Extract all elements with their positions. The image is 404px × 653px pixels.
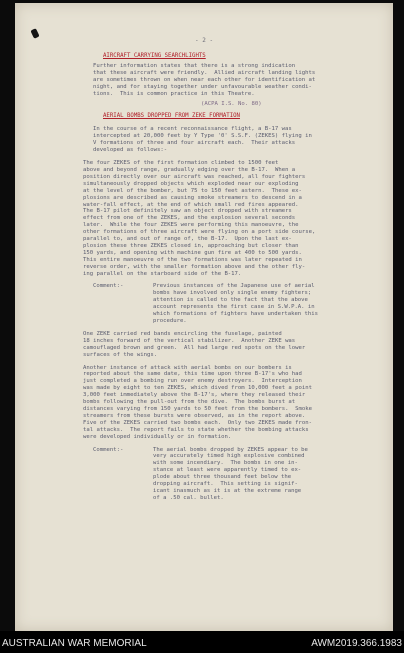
- text-line: 18 inches forward of the vertical stabilizer. Another ZEKE was: [83, 337, 296, 344]
- text-line: developed as follows:-: [93, 147, 168, 154]
- text-line: streamers from these bursts were observed, as in the report above.: [83, 412, 306, 419]
- text-line: ing parallel on the starboard side of the B-17.: [83, 270, 242, 277]
- comment-label: Comment:-: [93, 283, 124, 290]
- text-line: V formations of three and four aircraft each. Their attacks: [93, 140, 296, 147]
- text-line: above and beyond range, gradually edging over the B-17. When a: [83, 166, 296, 173]
- text-line: icant inasmuch as it is at the extreme range: [153, 487, 302, 494]
- text-line: dropping aircraft. This setting is signif-: [153, 481, 298, 488]
- text-line: 150 yards, and opening with machine gun fire at 400 to 500 yards.: [83, 249, 302, 256]
- para-aircraft: [83, 63, 363, 98]
- text-line: with some incendiary. The bombs in one in-: [153, 460, 298, 467]
- text-line: bombs have involved only single enemy fighters;: [153, 290, 312, 297]
- para-second-attack: [83, 365, 363, 441]
- document-page: [15, 3, 393, 631]
- comment-block-1: [83, 283, 363, 324]
- text-line: Another instance of attack with aerial bombs on our bombers is: [83, 364, 292, 371]
- text-line: very accurately timed high explosive combined: [153, 453, 305, 460]
- footer-record-id: AWM2019.366.1983: [311, 638, 402, 649]
- text-line: water-fall effect, at the end of which small red fires appeared.: [83, 201, 299, 208]
- footer-bar: [0, 631, 404, 653]
- text-line: at the level of the bomber, but 75 to 150 feet astern. These ex-: [83, 187, 302, 194]
- text-line: of a .50 cal. bullet.: [153, 494, 224, 501]
- text-line: parallel to, and out of range of, the B-17. Upon the last ex-: [83, 236, 292, 243]
- text-line: intercepted at 20,000 feet by Y Type '0' S.S.F. (ZEKES) flying in: [93, 133, 312, 140]
- comment-text: [153, 447, 363, 502]
- text-line: Further information states that there is a strong indication: [93, 63, 296, 69]
- comment-label: Comment:-: [93, 446, 124, 453]
- text-line: reported about the same date, this time upon three B-17's who had: [83, 371, 302, 378]
- heading-aerial-bombs: AERIAL BOMBS DROPPED FROM ZEKE FORMATION: [103, 113, 240, 120]
- text-line: Five of the ZEKES carried two bombs each. Only two ZEKES made fron-: [83, 419, 313, 426]
- text-line: One ZEKE carried red bands encircling the fuselage, painted: [83, 330, 282, 337]
- document-body: [83, 53, 363, 502]
- text-line: bombs following the pull-out from the dive. The bombs burst at: [83, 399, 296, 406]
- text-line: just completed a bombing run over enemy destroyers. Interception: [83, 378, 302, 385]
- text-line: The four ZEKES of the first formation climbed to 1500 feet: [83, 160, 279, 167]
- text-line: that these aircraft were friendly. Allied aircraft landing lights: [93, 69, 316, 76]
- text-line: account represents the first case in S.W.P.A. in: [153, 304, 315, 311]
- comment-block-2: [83, 447, 363, 502]
- text-line: effect from one of the ZEKES, and the explosion several seconds: [83, 215, 296, 222]
- punch-hole: [30, 28, 39, 39]
- text-line: attention is called to the fact that the above: [153, 297, 308, 304]
- text-line: This entire manoeuvre of the two formations was later repeated in: [83, 256, 302, 263]
- text-line: other formations of three aircraft were flying on a port side course,: [83, 229, 316, 236]
- text-line: which formations of fighters have undertaken this: [153, 311, 319, 318]
- text-line: surfaces of the wings.: [83, 351, 158, 358]
- text-line: Previous instances of the Japanese use of aerial: [153, 283, 315, 290]
- text-line: The aerial bombs dropped by ZEKES appear to be: [153, 446, 308, 453]
- para-zeke-markings: [83, 331, 363, 359]
- text-line: was made by eight to ten ZEKES, which dived from 10,000 feet a point: [83, 385, 313, 392]
- heading-aircraft-searchlights: AIRCRAFT CARRYING SEARCHLIGHTS: [103, 53, 206, 59]
- text-line: plosions are described as causing smoke streamers to descend in a: [83, 194, 302, 201]
- text-line: night, and for staying together under unfavourable weather condi-: [93, 83, 312, 90]
- text-line: distances varying from 150 yards to 50 feet from the bombers. Smoke: [83, 405, 313, 412]
- text-line: simultaneously dropped objects which exploded near our exploding: [83, 180, 299, 187]
- text-line: camouflaged brown and green. All had large red spots on the lower: [83, 344, 306, 351]
- text-line: reverse order, with the smaller formation above and the other fly-: [83, 263, 306, 270]
- page-number: - 2 -: [195, 37, 214, 44]
- footer-institution: AUSTRALIAN WAR MEMORIAL: [2, 638, 147, 649]
- text-line: position directly over our aircraft was reached, all four fighters: [83, 173, 306, 180]
- text-line: plosion these three ZEKES closed in, approaching but closer than: [83, 242, 299, 249]
- text-line: later. While the four ZEKES were performing this manoeuvre, the: [83, 222, 299, 229]
- source-reference: (ACPA I.S. No. 80): [201, 100, 262, 107]
- para-intro: [83, 126, 363, 154]
- comment-text: [153, 283, 363, 324]
- text-line: tal attacks. The report fails to state whether the bombing attacks: [83, 426, 309, 433]
- text-line: The B-17 pilot definitely saw an object dropped with streamers: [83, 208, 292, 215]
- para-first-formation: [83, 160, 363, 277]
- text-line: In the course of a recent reconnaissance flight, a B-17 was: [93, 126, 292, 133]
- text-line: stance at least were apparently timed to ex-: [153, 467, 302, 474]
- text-line: tions. This is common practice in this Theatre.: [93, 90, 255, 97]
- text-line: plode about three thousand feet below the: [153, 474, 292, 481]
- text-line: 3,000 feet immediately above the B-17's, where they released their: [83, 392, 306, 399]
- text-line: are sometimes thrown on when near each other for identification at: [93, 76, 316, 83]
- text-line: procedure.: [153, 318, 187, 324]
- text-line: were developed individually or in formation.: [83, 433, 232, 440]
